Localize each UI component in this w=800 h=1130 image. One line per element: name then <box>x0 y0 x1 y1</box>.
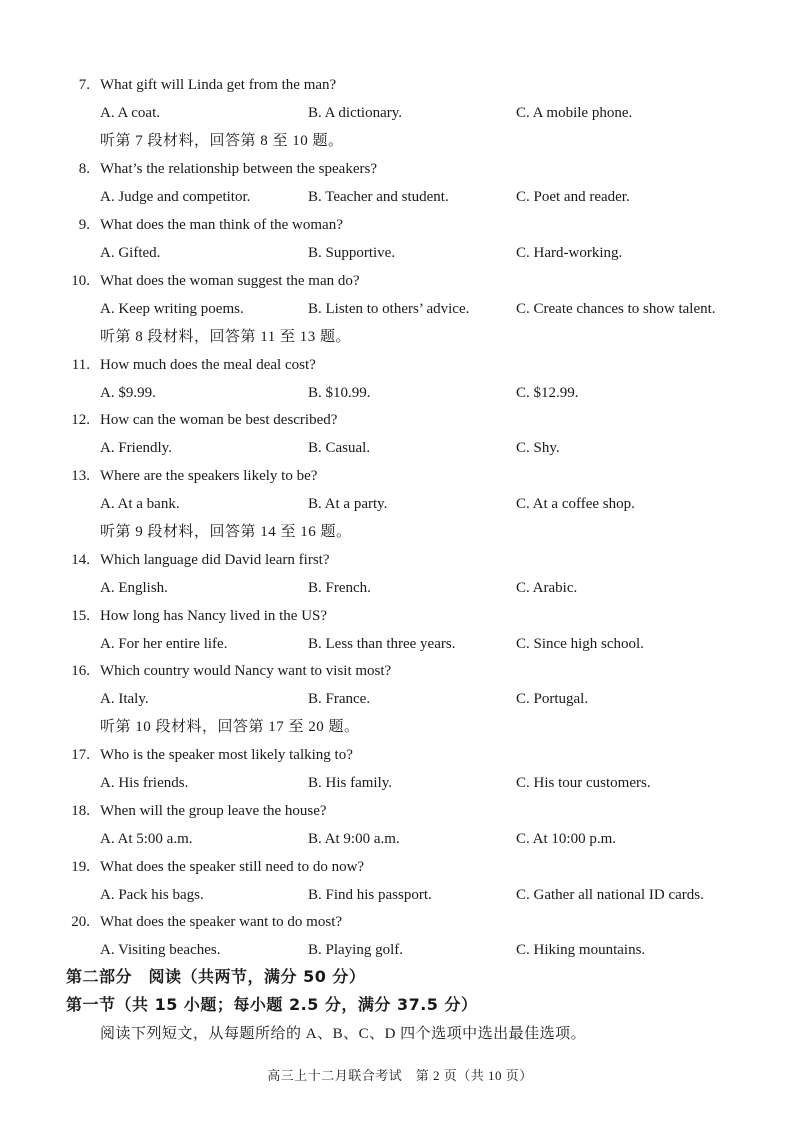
question-text: How long has Nancy lived in the US? <box>100 608 328 624</box>
option-c: C. Arabic. <box>516 580 578 596</box>
option-b: B. His family. <box>308 775 393 791</box>
option-b: B. At a party. <box>308 496 388 512</box>
question-text: What does the speaker still need to do now? <box>100 859 365 875</box>
part-two-heading: 第二部分 阅读（共两节，满分 50 分） <box>66 967 366 986</box>
option-a: A. Gifted. <box>100 245 161 261</box>
option-a: A. Keep writing poems. <box>100 301 244 317</box>
question-text: What does the woman suggest the man do? <box>100 273 360 289</box>
option-c: C. Gather all national ID cards. <box>516 887 704 903</box>
option-a: A. At a bank. <box>100 496 180 512</box>
option-a: A. For her entire life. <box>100 636 228 652</box>
question-text: What’s the relationship between the speakers? <box>100 161 377 177</box>
option-a: A. Pack his bags. <box>100 887 204 903</box>
option-a: A. At 5:00 a.m. <box>100 831 193 847</box>
question-number: 12. <box>71 412 90 428</box>
option-a: A. Visiting beaches. <box>100 942 221 958</box>
question-text: Who is the speaker most likely talking to? <box>100 747 353 763</box>
segment-instruction: 听第 8 段材料，回答第 11 至 13 题。 <box>100 329 351 345</box>
question-text: What does the speaker want to do most? <box>100 914 343 930</box>
segment-instruction: 听第 9 段材料，回答第 14 至 16 题。 <box>100 524 352 540</box>
option-a: A. A coat. <box>100 105 160 121</box>
question-number: 11. <box>71 357 90 373</box>
option-c: C. Shy. <box>516 440 560 456</box>
option-a: A. Friendly. <box>100 440 172 456</box>
question-number: 18. <box>71 803 90 819</box>
option-b: B. Casual. <box>308 440 371 456</box>
question-number: 19. <box>71 859 90 875</box>
question-text: Where are the speakers likely to be? <box>100 468 318 484</box>
option-c: C. Since high school. <box>516 636 644 652</box>
option-b: B. A dictionary. <box>308 105 403 121</box>
page-footer: 高三上十二月联合考试 第 2 页（共 10 页） <box>267 1068 533 1083</box>
option-c: C. Create chances to show talent. <box>516 301 716 317</box>
question-text: Which language did David learn first? <box>100 552 330 568</box>
question-number: 17. <box>71 747 90 763</box>
option-b: B. Teacher and student. <box>308 189 449 205</box>
reading-directions: 阅读下列短文，从每题所给的 A、B、C、D 四个选项中选出最佳选项。 <box>100 1026 587 1042</box>
option-c: C. His tour customers. <box>516 775 651 791</box>
question-text: How can the woman be best described? <box>100 412 338 428</box>
question-number: 10. <box>71 273 90 289</box>
option-a: A. $9.99. <box>100 385 156 401</box>
question-number: 14. <box>71 552 90 568</box>
question-number: 20. <box>71 914 90 930</box>
question-number: 13. <box>71 468 90 484</box>
option-c: C. At 10:00 p.m. <box>516 831 617 847</box>
option-c: C. Hard-working. <box>516 245 623 261</box>
question-text: How much does the meal deal cost? <box>100 357 316 373</box>
option-b: B. Supportive. <box>308 245 396 261</box>
section-one-heading: 第一节（共 15 小题；每小题 2.5 分，满分 37.5 分） <box>66 995 478 1014</box>
segment-instruction: 听第 10 段材料，回答第 17 至 20 题。 <box>100 719 360 735</box>
option-b: B. France. <box>308 691 371 707</box>
option-b: B. Playing golf. <box>308 942 404 958</box>
option-c: C. A mobile phone. <box>516 105 633 121</box>
question-text: When will the group leave the house? <box>100 803 327 819</box>
question-text: What does the man think of the woman? <box>100 217 343 233</box>
option-a: A. English. <box>100 580 168 596</box>
question-text: Which country would Nancy want to visit most? <box>100 663 392 679</box>
option-b: B. Find his passport. <box>308 887 432 903</box>
question-text: What gift will Linda get from the man? <box>100 77 337 93</box>
option-a: A. Italy. <box>100 691 149 707</box>
option-a: A. Judge and competitor. <box>100 189 251 205</box>
option-c: C. Hiking mountains. <box>516 942 646 958</box>
option-b: B. $10.99. <box>308 385 371 401</box>
question-number: 8. <box>78 161 90 177</box>
option-b: B. Less than three years. <box>308 636 456 652</box>
option-c: C. $12.99. <box>516 385 579 401</box>
option-c: C. Poet and reader. <box>516 189 630 205</box>
question-number: 16. <box>71 663 90 679</box>
question-number: 9. <box>78 217 90 233</box>
option-b: B. Listen to others’ advice. <box>308 301 470 317</box>
option-b: B. French. <box>308 580 371 596</box>
option-c: C. Portugal. <box>516 691 589 707</box>
question-number: 7. <box>78 77 90 93</box>
question-number: 15. <box>71 608 90 624</box>
option-c: C. At a coffee shop. <box>516 496 635 512</box>
option-b: B. At 9:00 a.m. <box>308 831 400 847</box>
segment-instruction: 听第 7 段材料，回答第 8 至 10 题。 <box>100 133 344 149</box>
option-a: A. His friends. <box>100 775 189 791</box>
